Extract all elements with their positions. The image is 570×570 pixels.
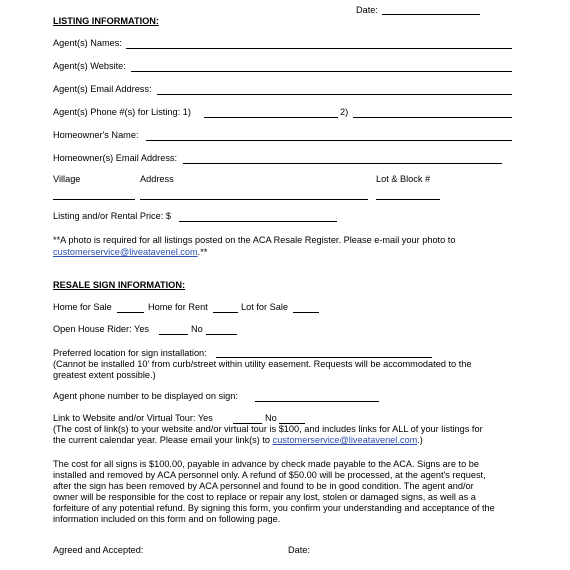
agent-phone-2-label: 2) [340,107,349,117]
phone-on-sign-label: Agent phone number to be displayed on sign: [53,391,238,401]
open-house-no-field[interactable] [206,334,237,335]
location-note-2: greatest extent possible.) [53,370,156,380]
date-field[interactable] [382,14,480,15]
link-note-1: (The cost of link(s) to your website and/or virtual tour is $100, and includes links for ALL of your listings for [53,424,483,434]
link-note-2 [53,435,423,446]
cost-line-4: owner will be responsible for the cost to replace or repair any lost, stolen or damaged signs, as well as a [53,492,476,502]
cost-line-2: installed and removed by ACA personnel only. A refund of $50.00 will be processed, at the agent's request, [53,470,486,480]
address-label: Address [140,174,174,184]
link-virtual-label: Link to Website and/or Virtual Tour: Yes [53,413,213,423]
cost-line-1: The cost for all signs is $100.00, payable in advance by check made payable to the ACA. Signs are to be [53,459,479,469]
photo-note: **A photo is required for all listings posted on the ACA Resale Register. Please e-mail your photo to [53,235,456,245]
open-house-no-label: No [191,324,203,334]
agent-website-label: Agent(s) Website: [53,61,126,71]
location-note-1: (Cannot be installed 10' from curb/street within utility easement. Requests will be accommodated to the [53,359,472,369]
agent-email-field[interactable] [157,94,512,95]
preferred-location-field[interactable] [216,357,432,358]
lot-for-sale-field[interactable] [293,312,319,313]
address-field[interactable] [140,199,368,200]
cost-line-5: forfeiture of any potential refund. By signing this form, you confirm your understanding and acceptance of the [53,503,495,513]
agent-website-field[interactable] [131,71,512,72]
link-no-label: No [265,413,277,423]
homeowner-name-field[interactable] [146,140,512,141]
date-label: Date: [356,5,378,15]
agent-email-label: Agent(s) Email Address: [53,84,152,94]
resale-heading: RESALE SIGN INFORMATION: [53,280,186,290]
photo-email-link[interactable]: customerservice@liveatavenel.com [53,247,198,257]
homeowner-name-label: Homeowner's Name: [53,130,139,140]
village-field[interactable] [53,199,135,200]
home-for-rent-label: Home for Rent [148,302,208,312]
agent-phone-label: Agent(s) Phone #(s) for Listing: 1) [53,107,191,117]
phone-on-sign-field[interactable] [255,401,379,402]
homeowner-email-field[interactable] [183,163,502,164]
preferred-location-label: Preferred location for sign installation: [53,348,207,358]
lot-for-sale-label: Lot for Sale [241,302,288,312]
agent-names-label: Agent(s) Names: [53,38,122,48]
agent-phone-1-field[interactable] [204,117,338,118]
photo-note-line-2 [53,247,207,258]
agent-phone-2-field[interactable] [353,117,512,118]
home-for-rent-field[interactable] [213,312,238,313]
cost-line-6: information included on this form and on following page. [53,514,281,524]
open-house-label: Open House Rider: Yes [53,324,150,334]
agreed-label: Agreed and Accepted: [53,545,144,555]
signature-date-label: Date: [288,545,310,555]
open-house-yes-field[interactable] [159,334,188,335]
home-for-sale-label: Home for Sale [53,302,112,312]
home-for-sale-field[interactable] [117,312,144,313]
homeowner-email-label: Homeowner(s) Email Address: [53,153,178,163]
cost-line-3: after the sign has been removed by ACA personnel and found to be in good condition. The agent and/or [53,481,474,491]
agent-names-field[interactable] [126,48,512,49]
link-email-link[interactable]: customerservice@liveatavenel.com [272,435,418,445]
listing-heading: LISTING INFORMATION: [53,16,159,26]
link-note-text: the current calendar year. Please email your link(s) to [53,435,271,445]
price-label: Listing and/or Rental Price: $ [53,211,171,221]
link-note-end: .) [417,435,423,445]
price-field[interactable] [179,221,337,222]
lot-block-label: Lot & Block # [376,174,431,184]
photo-note-end: .** [197,247,208,257]
lot-block-field[interactable] [376,199,440,200]
village-label: Village [53,174,81,184]
